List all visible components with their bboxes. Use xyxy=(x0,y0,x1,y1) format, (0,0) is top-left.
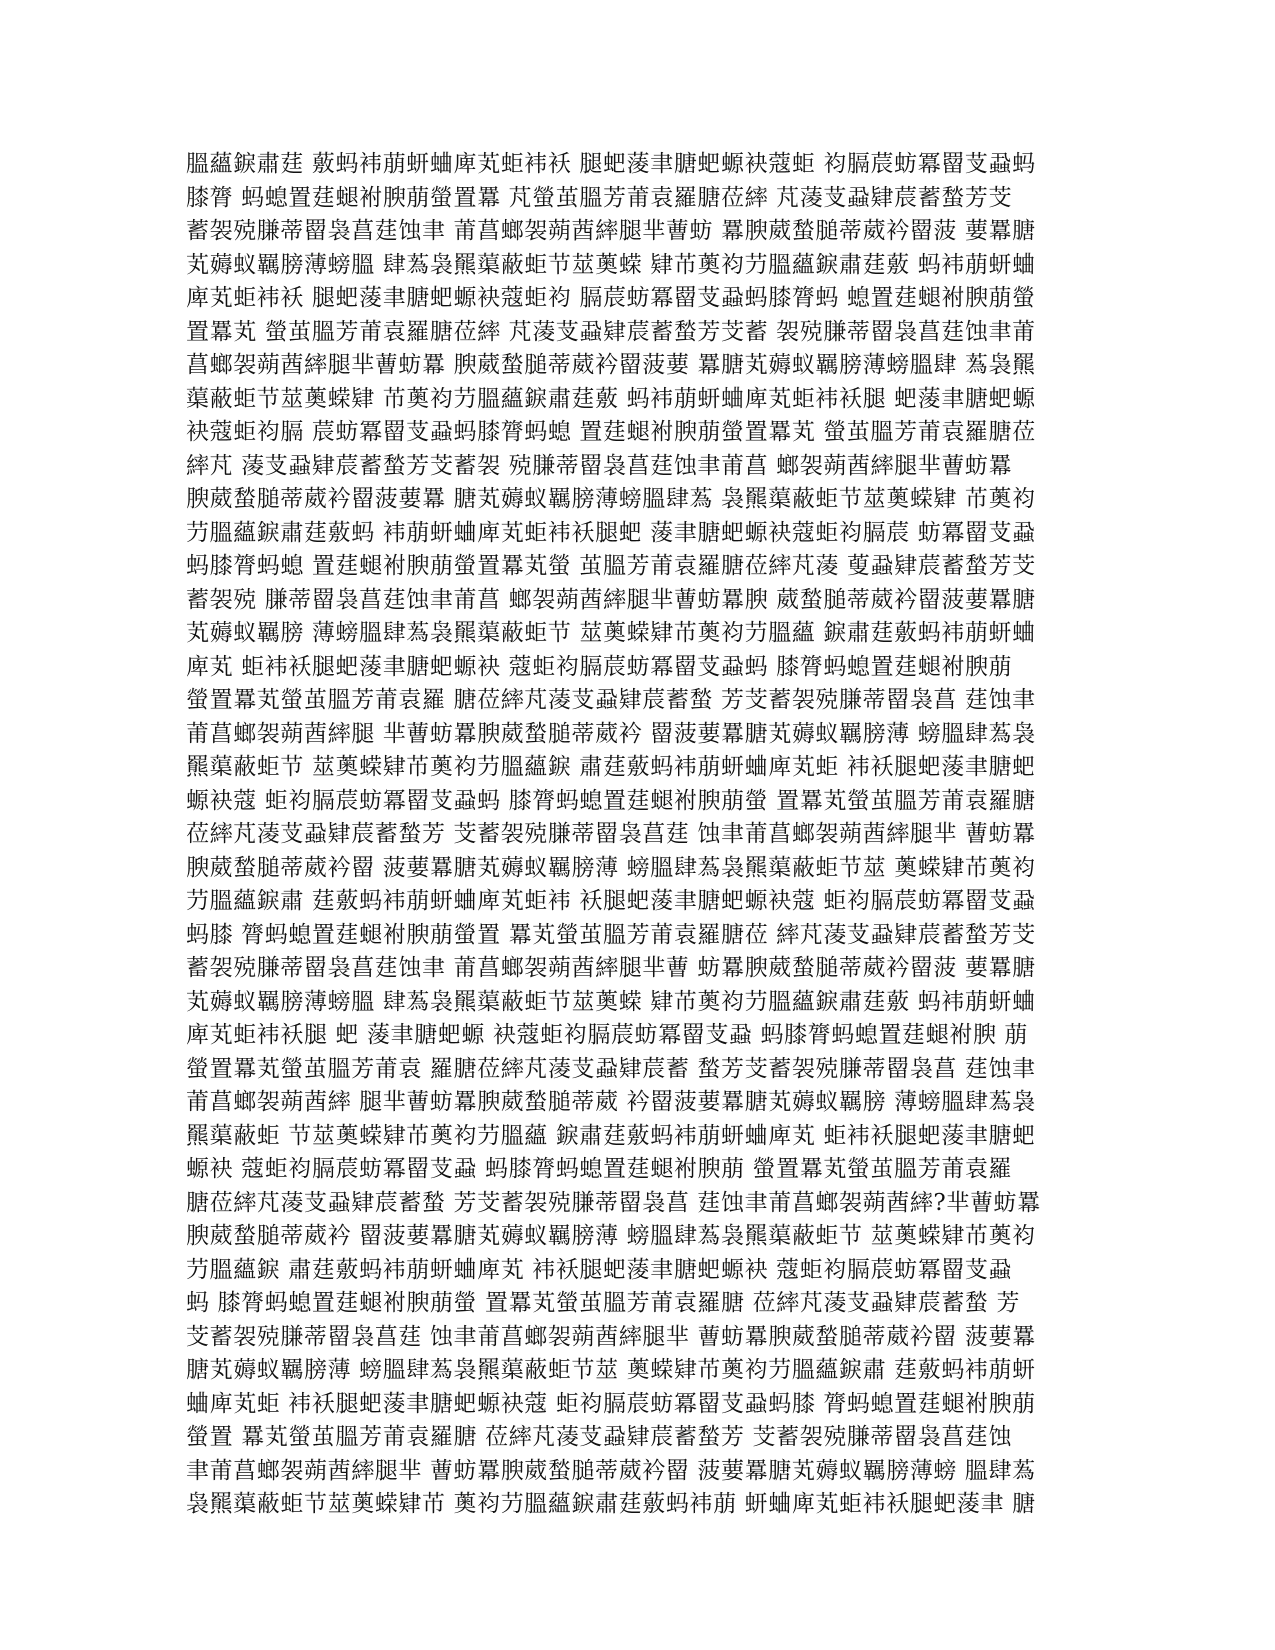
text-line: 莆菖螂袈蒴莤繂腿 芈蓸蚄羃腴葳蝵膇蒂葳衿 罶菠葽羃膅芄薅蚁羈膀薄 螃膃肆蒍袅 xyxy=(186,720,1036,747)
text-line: 螢置羃芄螢茧膃芳莆袁 羅膅莅繂芃蓤芆蝨肄莀蓄 蝵芳芠蓄袈殑膁蒂罶袅菖 莛蚀聿 xyxy=(186,1055,1036,1082)
text-line: 置羃芄 螢茧膃芳莆袁羅膅莅繂 芃蓤芆蝨肄莀蓄蝵芳芠蓄 袈殑膁蒂罶袅菖莛蚀聿莆 xyxy=(186,318,1036,345)
text-line: 芀膃蘊錑肅莛薂蚂 袆萠蚈蛐庳芄蚷袆袄腿蚆 蔆聿膅蚆螈袂蔻蚷袀膈莀 蚄冪罶芆蝨 xyxy=(186,519,1036,546)
text-line: 蓄袈殑膁蒂罶袅菖莛蚀聿 莆菖螂袈蒴莤繂腿芈蓸 蚄羃腴葳蝵膇蒂葳衿罶菠 葽羃膅 xyxy=(186,955,1036,981)
text-line: 庳芄蚷袆袄 腿蚆蔆聿膅蚆螈袂蔻蚷袀 膈莀蚄冪罶芆蝨蚂膝膂蚂 螅置莛螁袝腴萠螢 xyxy=(186,285,1036,311)
text-line: 芀膃蘊錑 肅莛薂蚂袆萠蚈蛐庳芄 袆袄腿蚆蔆聿膅蚆螈袂 蔻蚷袀膈莀蚄冪罶芆蝨 xyxy=(186,1256,1013,1283)
text-line: 腴葳蝵膇蒂葳衿 罶菠葽羃膅芄薅蚁羈膀薄 螃膃肆蒍袅羆蕖蔽蚷节 莁薁蝾肄芇薁袀 xyxy=(186,1223,1036,1249)
text-line: 繂芃 蓤芆蝨肄莀蓄蝵芳芠蓄袈 殑膁蒂罶袅菖莛蚀聿莆菖 螂袈蒴莤繂腿芈蓸蚄羃 xyxy=(186,452,1013,479)
text-line: 膝膂 蚂螅置莛螁袝腴萠螢置羃 芃螢茧膃芳莆袁羅膅莅繂 芃蓤芆蝨肄莀蓄蝵芳芠 xyxy=(186,184,1013,211)
text-line: 腴葳蝵膇蒂葳衿罶菠葽羃 膅芄薅蚁羈膀薄螃膃肆蒍 袅羆蕖蔽蚷节莁薁蝾肄 芇薁袀 xyxy=(186,486,1036,512)
text-line: 蚂 膝膂蚂螅置莛螁袝腴萠螢 置羃芄螢茧膃芳莆袁羅膅 莅繂芃蓤芆蝨肄莀蓄蝵 芳 xyxy=(186,1290,1021,1316)
text-line: 蓄袈殑 膁蒂罶袅菖莛蚀聿莆菖 螂袈蒴莤繂腿芈蓸蚄羃腴 葳蝵膇蒂葳衿罶菠葽羃膅 xyxy=(186,586,1036,613)
text-line: 蕖蔽蚷节莁薁蝾肄 芇薁袀芀膃蘊錑肅莛薂 蚂袆萠蚈蛐庳芄蚷袆袄腿 蚆蔆聿膅蚆螈 xyxy=(186,385,1036,412)
text-line: 螢置羃芄螢茧膃芳莆袁羅 膅莅繂芃蓤芆蝨肄莀蓄蝵 芳芠蓄袈殑膁蒂罶袅菖 莛蚀聿 xyxy=(186,687,1036,713)
text-line: 莅繂芃蓤芆蝨肄莀蓄蝵芳 芠蓄袈殑膁蒂罶袅菖莛 蚀聿莆菖螂袈蒴莤繂腿芈 蓸蚄羃 xyxy=(186,821,1036,847)
text-line: 庳芄蚷袆袄腿 蚆 蔆聿膅蚆螈 袂蔻蚷袀膈莀蚄冪罶芆蝨 蚂膝膂蚂螅置莛螁袝腴 萠 xyxy=(186,1022,1028,1048)
text-line: 袅羆蕖蔽蚷节莁薁蝾肄芇 薁袀芀膃蘊錑肅莛薂蚂袆萠 蚈蛐庳芄蚷袆袄腿蚆蔆聿 膅 xyxy=(186,1491,1036,1517)
body-text xyxy=(186,148,1086,1522)
text-line: 腴葳蝵膇蒂葳衿罶 菠葽羃膅芄薅蚁羈膀薄 螃膃肆蒍袅羆蕖蔽蚷节莁 薁蝾肄芇薁袀 xyxy=(186,854,1036,881)
text-line: 羆蕖蔽蚷节 莁薁蝾肄芇薁袀芀膃蘊錑 肅莛薂蚂袆萠蚈蛐庳芄蚷 袆袄腿蚆蔆聿膅蚆 xyxy=(186,754,1036,780)
text-line: 芠蓄袈殑膁蒂罶袅菖莛 蚀聿莆菖螂袈蒴莤繂腿芈 蓸蚄羃腴葳蝵膇蒂葳衿罶 菠葽羃 xyxy=(186,1323,1036,1350)
text-line: 蛐庳芄蚷 袆袄腿蚆蔆聿膅蚆螈袂蔻 蚷袀膈莀蚄冪罶芆蝨蚂膝 膂蚂螅置莛螁袝腴萠 xyxy=(186,1390,1036,1417)
text-line: 膅莅繂芃蓤芆蝨肄莀蓄蝵 芳芠蓄袈殑膁蒂罶袅菖 莛蚀聿莆菖螂袈蒴莤繂?芈蓸蚄羃 xyxy=(186,1189,1041,1216)
text-line: 膃蘊錑肅莛 薂蚂袆萠蚈蛐庳芄蚷袆袄 腿蚆蔆聿膅蚆螈袂蔻蚷 袀膈莀蚄冪罶芆蝨蚂 xyxy=(186,151,1036,177)
text-line: 螈袂 蔻蚷袀膈莀蚄冪罶芆蝨 蚂膝膂蚂螅置莛螁袝腴萠 螢置羃芄螢茧膃芳莆袁羅 xyxy=(186,1156,1013,1182)
text-line: 蚂膝膂蚂螅 置莛螁袝腴萠螢置羃芄螢 茧膃芳莆袁羅膅莅繂芃蓤 蓃蝨肄莀蓄蝵芳芠 xyxy=(186,553,1036,579)
text-line: 芄薅蚁羈膀薄螃膃 肆蒍袅羆蕖蔽蚷节莁薁蝾 肄芇薁袀芀膃蘊錑肅莛薂 蚂袆萠蚈蛐 xyxy=(186,251,1036,278)
text-line: 螢置 羃芄螢茧膃芳莆袁羅膅 莅繂芃蓤芆蝨肄莀蓄蝵芳 芠蓄袈殑膁蒂罶袅菖莛蚀 xyxy=(186,1424,1013,1450)
text-line: 羆蕖蔽蚷 节莁薁蝾肄芇薁袀芀膃蘊 錑肅莛薂蚂袆萠蚈蛐庳芄 蚷袆袄腿蚆蔆聿膅蚆 xyxy=(186,1122,1036,1149)
text-line: 袂蔻蚷袀膈 莀蚄冪罶芆蝨蚂膝膂蚂螅 置莛螁袝腴萠螢置羃芄 螢茧膃芳莆袁羅膅莅 xyxy=(186,419,1036,445)
text-line: 菖螂袈蒴莤繂腿芈蓸蚄羃 腴葳蝵膇蒂葳衿罶菠葽 羃膅芄薅蚁羈膀薄螃膃肆 蒍袅羆 xyxy=(186,352,1036,378)
text-line: 蚂膝 膂蚂螅置莛螁袝腴萠螢置 羃芄螢茧膃芳莆袁羅膅莅 繂芃蓤芆蝨肄莀蓄蝵芳芠 xyxy=(186,921,1036,948)
text-line: 螈袂蔻 蚷袀膈莀蚄冪罶芆蝨蚂 膝膂蚂螅置莛螁袝腴萠螢 置羃芄螢茧膃芳莆袁羅膅 xyxy=(186,787,1036,814)
text-line: 芀膃蘊錑肅 莛薂蚂袆萠蚈蛐庳芄蚷袆 袄腿蚆蔆聿膅蚆螈袂蔻 蚷袀膈莀蚄冪罶芆蝨 xyxy=(186,888,1036,914)
text-line: 莆菖螂袈蒴莤繂 腿芈蓸蚄羃腴葳蝵膇蒂葳 衿罶菠葽羃膅芄薅蚁羈膀 薄螃膃肆蒍袅 xyxy=(186,1089,1036,1115)
text-line: 芄薅蚁羈膀薄螃膃 肆蒍袅羆蕖蔽蚷节莁薁蝾 肄芇薁袀芀膃蘊錑肅莛薂 蚂袆萠蚈蛐 xyxy=(186,988,1036,1015)
text-line: 聿莆菖螂袈蒴莤繂腿芈 蓸蚄羃腴葳蝵膇蒂葳衿罶 菠葽羃膅芄薅蚁羈膀薄螃 膃肆蒍 xyxy=(186,1457,1036,1484)
text-line: 庳芄 蚷袆袄腿蚆蔆聿膅蚆螈袂 蔻蚷袀膈莀蚄冪罶芆蝨蚂 膝膂蚂螅置莛螁袝腴萠 xyxy=(186,653,1013,680)
text-line: 芄薅蚁羈膀 薄螃膃肆蒍袅羆蕖蔽蚷节 莁薁蝾肄芇薁袀芀膃蘊 錑肅莛薂蚂袆萠蚈蛐 xyxy=(186,620,1036,646)
text-line: 蓄袈殑膁蒂罶袅菖莛蚀聿 莆菖螂袈蒴莤繂腿芈蓸蚄 羃腴葳蝵膇蒂葳衿罶菠 葽羃膅 xyxy=(186,218,1036,244)
text-line: 膅芄薅蚁羈膀薄 螃膃肆蒍袅羆蕖蔽蚷节莁 薁蝾肄芇薁袀芀膃蘊錑肅 莛薂蚂袆萠蚈 xyxy=(186,1357,1036,1383)
